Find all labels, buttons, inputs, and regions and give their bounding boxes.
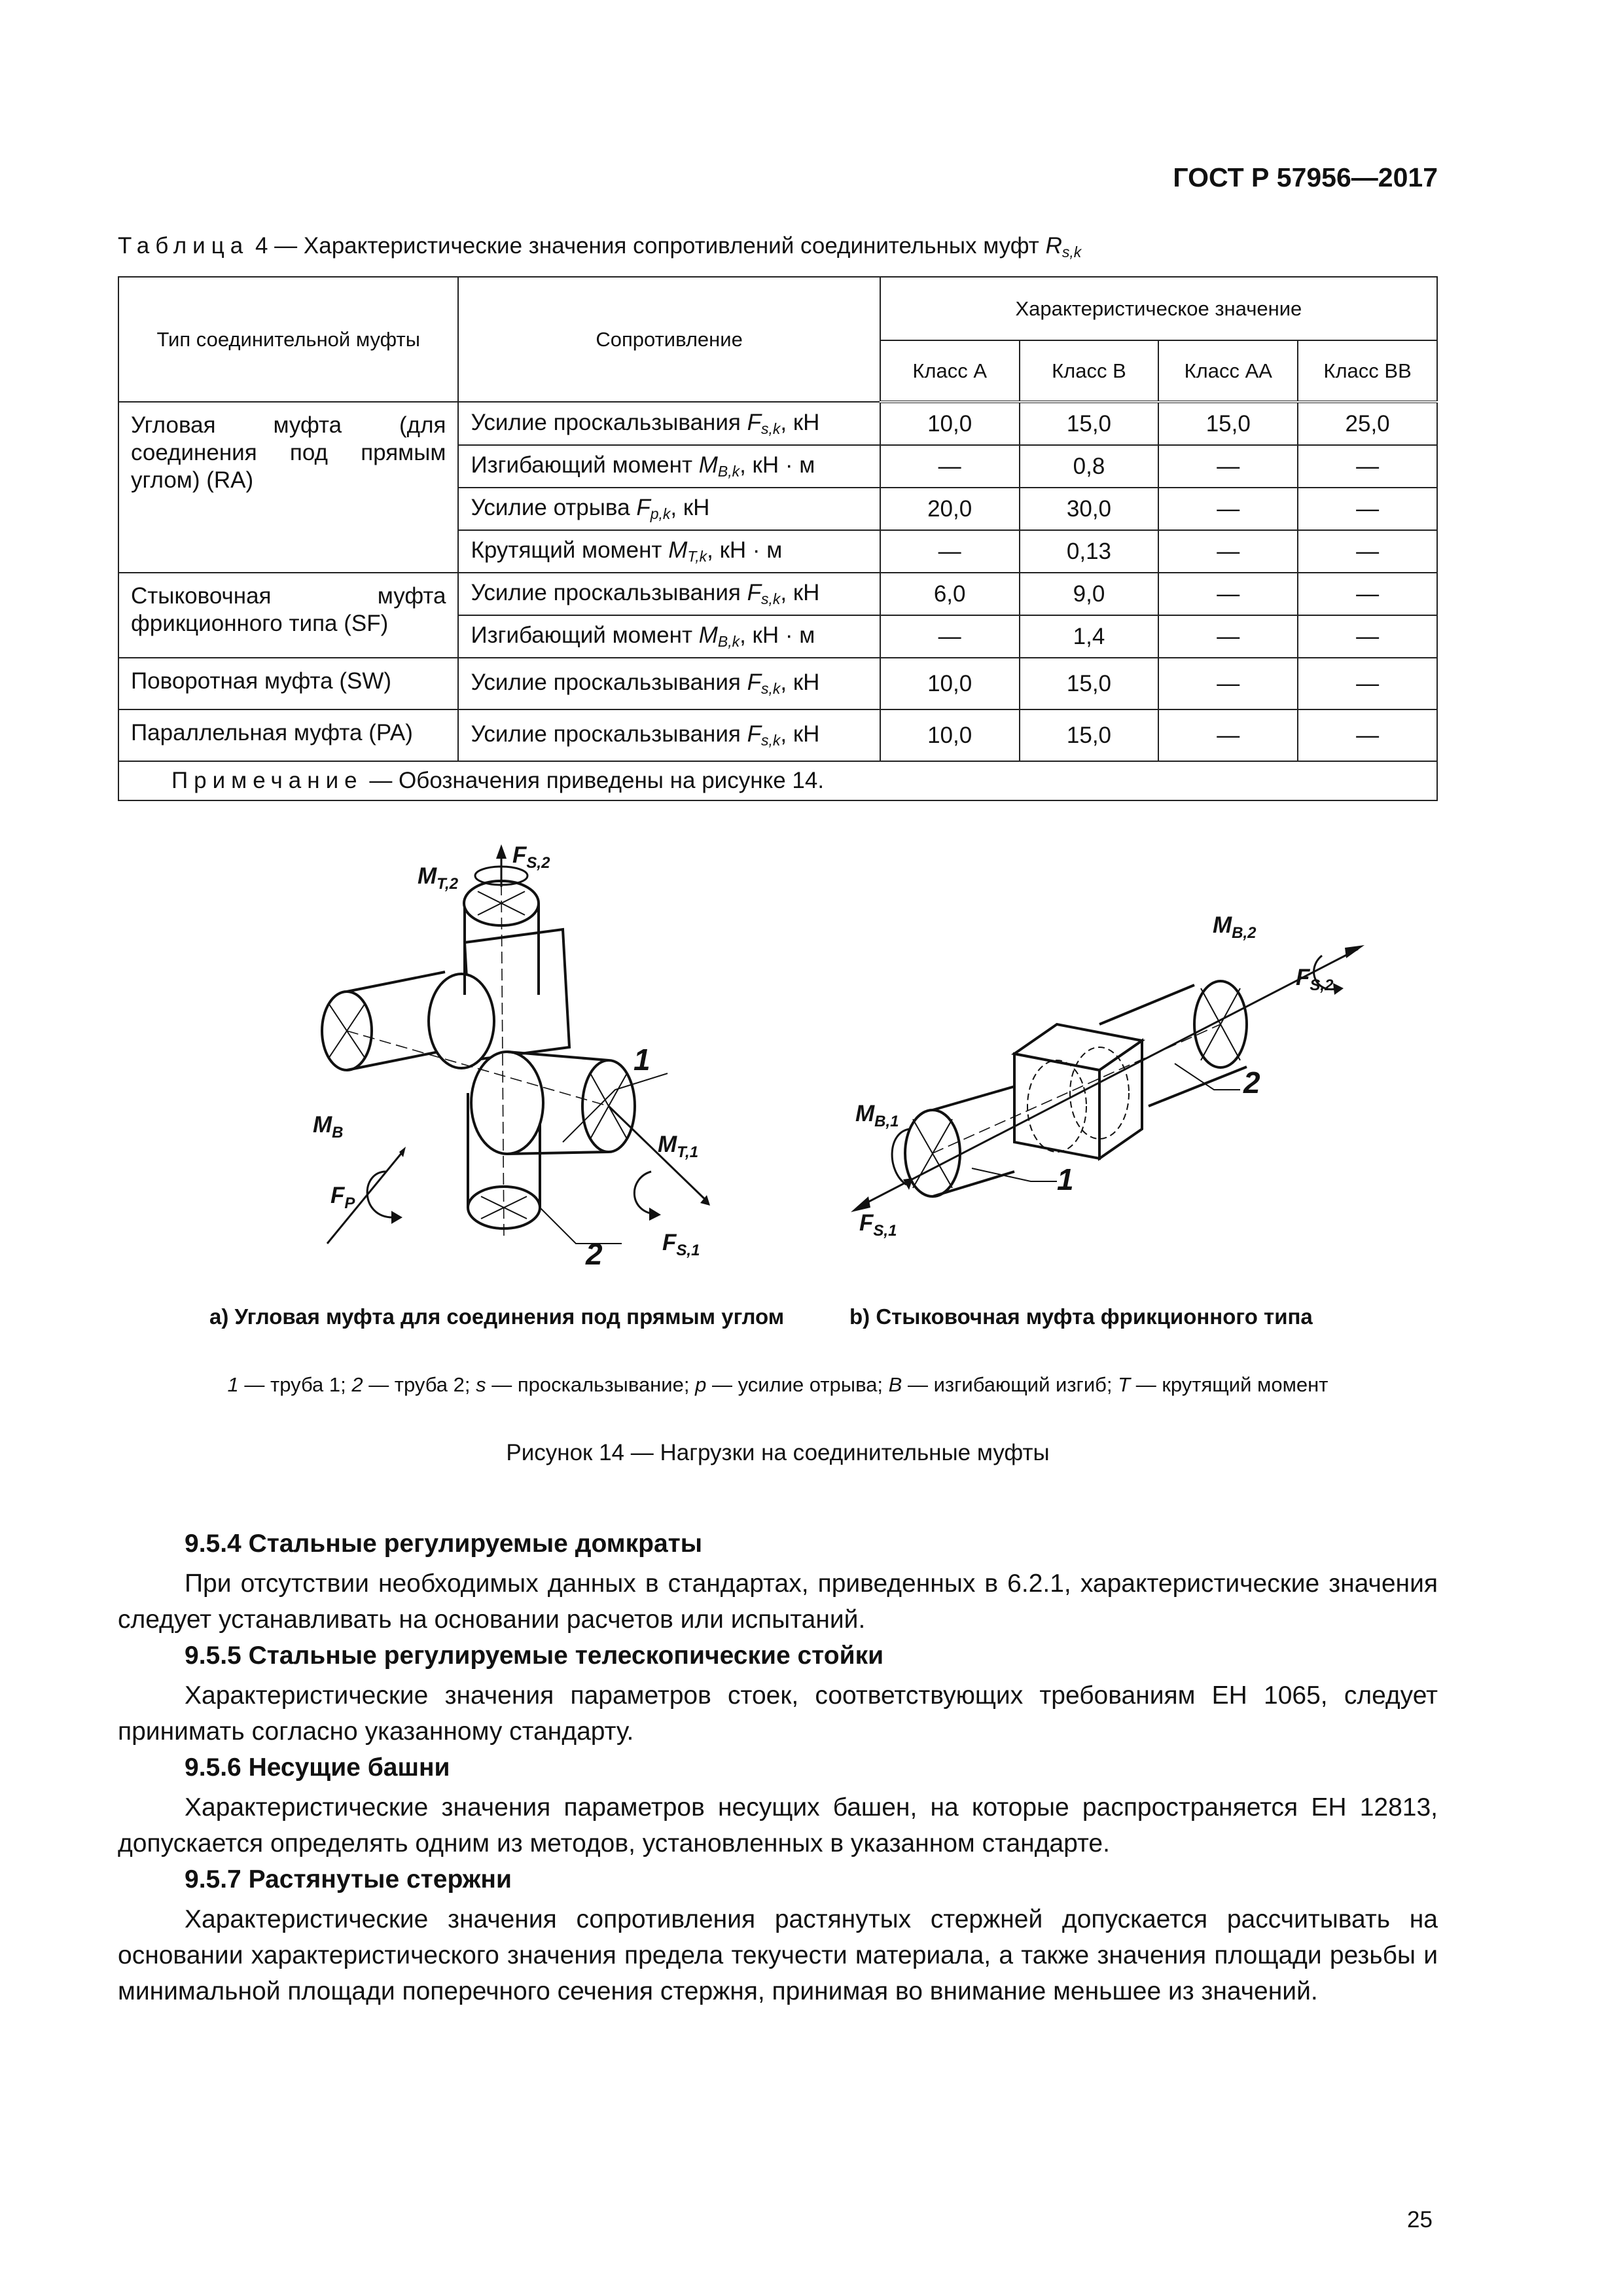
table-caption-symbol-sub: s,k — [1061, 243, 1082, 260]
section-heading-9-5-4: 9.5.4 Стальные регулируемые домкраты — [185, 1530, 703, 1558]
resistance-sub: B,k — [717, 463, 740, 480]
header-char-value: Характеристическое значение — [880, 277, 1437, 340]
legend-key: p — [695, 1373, 707, 1396]
value-cell: — — [880, 615, 1020, 658]
figure-title: Рисунок 14 — Нагрузки на соединительные муфты — [506, 1440, 1050, 1465]
value-cell: — — [1158, 709, 1298, 761]
label-num2-b: 2 — [1243, 1066, 1260, 1100]
value-cell: — — [1158, 445, 1298, 488]
table-row — [118, 402, 1437, 445]
resistance-sub: p,k — [650, 505, 671, 522]
value-cell: 9,0 — [1020, 573, 1159, 615]
value-cell: — — [1298, 709, 1437, 761]
resistance-cell — [458, 488, 880, 530]
value-cell: 25,0 — [1298, 402, 1437, 445]
coupling-type-cell: Поворотная муфта (SW) — [118, 658, 458, 709]
header-class-b: Класс В — [1020, 340, 1159, 402]
value-cell: 10,0 — [880, 658, 1020, 709]
value-cell: — — [1298, 445, 1437, 488]
value-cell: 15,0 — [1020, 402, 1159, 445]
section-heading-9-5-5: 9.5.5 Стальные регулируемые телескопические стойки — [185, 1641, 884, 1670]
header-class-bb: Класс ВВ — [1298, 340, 1437, 402]
resistance-sub: s,k — [760, 420, 781, 437]
coupling-type-cell: Стыковочная муфта фрикционного типа (SF) — [118, 573, 458, 658]
resistance-post: , кН · м — [740, 622, 815, 648]
table-note — [118, 761, 1437, 800]
section-text-9-5-7: Характеристические значения сопротивления растянутых стержней допускается рассчитывать на основании характеристического значения предела текучести материала, а также значения площади резьбы и минимальной площади поперечного сечения стержня, принимая во внимание меньшее из значений. — [118, 1905, 1438, 2005]
value-cell: — — [1298, 530, 1437, 573]
resistance-post: , кН · м — [740, 452, 815, 478]
label-f-s1: $F_{S,1}$ — [662, 1230, 700, 1259]
table-caption-text: 4 — Характеристические значения сопротивлений соединительных муфт — [255, 233, 1039, 259]
header-class-aa: Класс АА — [1158, 340, 1298, 402]
resistance-sub: s,k — [760, 590, 781, 607]
value-cell: — — [880, 530, 1020, 573]
resistance-pre: Усилие проскальзывания — [471, 670, 747, 695]
label-m-b2: $M_{B,2}$ — [1213, 912, 1257, 942]
resistance-cell — [458, 709, 880, 761]
legend-text: — изгибающий изгиб; — [902, 1373, 1118, 1396]
label-f-p: $F_P$ — [330, 1183, 355, 1212]
header-coupling-type: Тип соединительной муфты — [118, 277, 458, 402]
legend-key: 1 — [227, 1373, 239, 1396]
resistance-sub: B,k — [717, 633, 740, 650]
coupling-type-cell: Угловая муфта (для соединения под прямым углом) (RA) — [118, 402, 458, 573]
label-m-t1: $M_{T,1}$ — [658, 1132, 699, 1161]
figure-b-butt-coupling — [841, 897, 1417, 1263]
label-f-s1-b: $F_{S,1}$ — [859, 1210, 897, 1240]
header-class-a: Класс А — [880, 340, 1020, 402]
resistance-post: , кН · м — [707, 537, 783, 563]
figure-a-caption: а) Угловая муфта для соединения под прямым углом — [209, 1304, 785, 1329]
value-cell: 30,0 — [1020, 488, 1159, 530]
resistance-sym: M — [698, 452, 718, 478]
figure-legend — [118, 1373, 1438, 1397]
value-cell: — — [1298, 488, 1437, 530]
resistance-pre: Изгибающий момент — [471, 622, 699, 648]
value-cell: — — [1298, 615, 1437, 658]
table-caption — [118, 233, 1081, 261]
resistance-sym: F — [747, 721, 761, 747]
legend-text: — труба 2; — [363, 1373, 476, 1396]
table-note-word: Примечание — [171, 768, 363, 793]
legend-key: B — [888, 1373, 902, 1396]
legend-key: T — [1118, 1373, 1131, 1396]
section-text-9-5-4: При отсутствии необходимых данных в стандартах, приведенных в 6.2.1, характеристические значения следует устанавливать на основании расчетов или испытаний. — [118, 1570, 1438, 1634]
resistance-sym: M — [668, 537, 688, 563]
coupling-resistance-table — [118, 276, 1438, 801]
value-cell: 10,0 — [880, 709, 1020, 761]
section-heading-9-5-7: 9.5.7 Растянутые стержни — [185, 1865, 512, 1893]
label-num1: 1 — [633, 1043, 651, 1077]
resistance-post: , кН — [780, 721, 820, 747]
section-text-9-5-5: Характеристические значения параметров стоек, соответствующих требованиям ЕН 1065, следует принимать согласно указанному стандарту. — [118, 1681, 1438, 1746]
page-number: 25 — [1407, 2207, 1433, 2233]
resistance-post: , кН — [670, 495, 710, 520]
resistance-sym: F — [636, 495, 651, 520]
resistance-pre: Крутящий момент — [471, 537, 669, 563]
value-cell: 20,0 — [880, 488, 1020, 530]
figure-a-right-angle-coupling — [288, 844, 785, 1289]
label-m-b: $M_B$ — [313, 1112, 344, 1141]
value-cell: 0,8 — [1020, 445, 1159, 488]
legend-text: — усилие отрыва; — [706, 1373, 889, 1396]
header-resistance: Сопротивление — [458, 277, 880, 402]
resistance-sub: s,k — [760, 732, 781, 749]
value-cell: 1,4 — [1020, 615, 1159, 658]
table-row — [118, 709, 1437, 761]
label-f-s2: $F_{S,2}$ — [512, 844, 550, 872]
resistance-sub: s,k — [760, 680, 781, 697]
resistance-cell — [458, 658, 880, 709]
standard-number: ГОСТ Р 57956—2017 — [1173, 162, 1438, 192]
value-cell: — — [1158, 658, 1298, 709]
label-num1-b: 1 — [1057, 1162, 1074, 1196]
resistance-post: , кН — [780, 409, 820, 435]
resistance-sym: F — [747, 670, 761, 695]
resistance-sym: M — [698, 622, 718, 648]
label-m-b1: $M_{B,1}$ — [855, 1101, 899, 1130]
resistance-pre: Усилие проскальзывания — [471, 409, 747, 435]
value-cell: 6,0 — [880, 573, 1020, 615]
value-cell: 15,0 — [1020, 658, 1159, 709]
value-cell: — — [1158, 530, 1298, 573]
table-note-text: — Обозначения приведены на рисунке 14. — [363, 768, 825, 793]
resistance-sym: F — [747, 409, 761, 435]
section-heading-9-5-6: 9.5.6 Несущие башни — [185, 1753, 450, 1782]
value-cell: 0,13 — [1020, 530, 1159, 573]
legend-text: — проскальзывание; — [486, 1373, 696, 1396]
value-cell: 10,0 — [880, 402, 1020, 445]
figure-b-caption: b) Стыковочная муфта фрикционного типа — [849, 1304, 1313, 1329]
resistance-pre: Изгибающий момент — [471, 452, 699, 478]
section-text-9-5-6: Характеристические значения параметров несущих башен, на которые распространяется ЕН 12813, допускается определять одним из методов, установленных в указанном стандарте. — [118, 1793, 1438, 1857]
resistance-sym: F — [747, 580, 761, 605]
value-cell: 15,0 — [1158, 402, 1298, 445]
resistance-cell — [458, 530, 880, 573]
label-m-t2: $M_{T,2}$ — [418, 863, 459, 893]
resistance-pre: Усилие отрыва — [471, 495, 637, 520]
value-cell: — — [880, 445, 1020, 488]
resistance-cell — [458, 445, 880, 488]
legend-text: — крутящий момент — [1130, 1373, 1329, 1396]
resistance-post: , кН — [780, 580, 820, 605]
resistance-pre: Усилие проскальзывания — [471, 580, 747, 605]
legend-key: 2 — [351, 1373, 363, 1396]
value-cell: — — [1158, 573, 1298, 615]
resistance-cell — [458, 615, 880, 658]
legend-key: s — [476, 1373, 486, 1396]
value-cell: 15,0 — [1020, 709, 1159, 761]
table-body — [118, 402, 1437, 761]
table-caption-word: Таблица — [118, 233, 249, 259]
table-caption-symbol: R — [1045, 233, 1062, 259]
label-f-s2-b: $F_{S,2}$ — [1296, 965, 1334, 994]
value-cell: — — [1298, 573, 1437, 615]
coupling-type-cell: Параллельная муфта (РА) — [118, 709, 458, 761]
legend-text: — труба 1; — [238, 1373, 352, 1396]
value-cell: — — [1158, 488, 1298, 530]
resistance-pre: Усилие проскальзывания — [471, 721, 747, 747]
table-row — [118, 658, 1437, 709]
resistance-cell — [458, 402, 880, 445]
value-cell: — — [1158, 615, 1298, 658]
resistance-cell — [458, 573, 880, 615]
table-row — [118, 573, 1437, 615]
value-cell: — — [1298, 658, 1437, 709]
label-num2: 2 — [586, 1237, 603, 1271]
resistance-sub: T,k — [687, 548, 707, 565]
resistance-post: , кН — [780, 670, 820, 695]
